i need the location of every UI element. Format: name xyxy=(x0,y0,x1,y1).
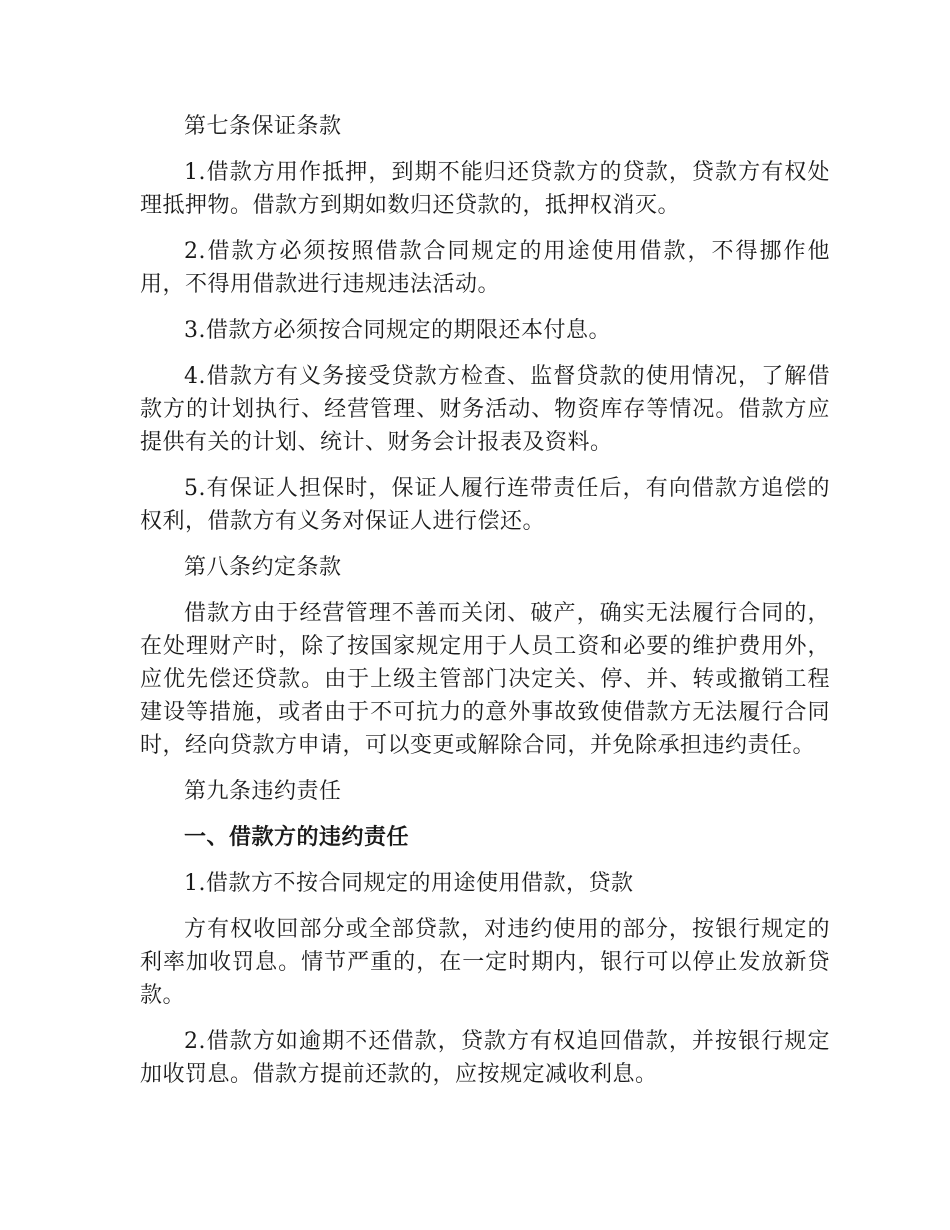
paragraph: 2.借款方如逾期不还借款，贷款方有权追回借款，并按银行规定加收罚息。借款方提前还款的，应按规定减收利息。 xyxy=(140,1029,830,1087)
paragraph: 方有权收回部分或全部贷款，对违约使用的部分，按银行规定的利率加收罚息。情节严重的，在一定时期内，银行可以停止发放新贷款。 xyxy=(140,917,830,1008)
document-page xyxy=(140,110,830,1104)
section-heading-article-8: 第八条约定条款 xyxy=(184,555,342,580)
paragraph: 3.借款方必须按合同规定的期限还本付息。 xyxy=(184,318,611,343)
paragraph: 1.借款方不按合同规定的用途使用借款，贷款 xyxy=(184,871,634,896)
section-heading-article-9: 第九条违约责任 xyxy=(184,779,342,804)
paragraph: 1.借款方用作抵押，到期不能归还贷款方的贷款，贷款方有权处理抵押物。借款方到期如数归还贷款的，抵押权消灭。 xyxy=(140,160,830,218)
section-heading-article-7: 第七条保证条款 xyxy=(184,114,342,139)
paragraph: 5.有保证人担保时，保证人履行连带责任后，有向借款方追偿的权利，借款方有义务对保证人进行偿还。 xyxy=(140,476,830,534)
subsection-heading: 一、借款方的违约责任 xyxy=(184,825,410,850)
paragraph: 2.借款方必须按照借款合同规定的用途使用借款，不得挪作他用，不得用借款进行违规违法活动。 xyxy=(140,239,830,297)
paragraph: 4.借款方有义务接受贷款方检查、监督贷款的使用情况，了解借款方的计划执行、经营管理、财务活动、物资库存等情况。借款方应提供有关的计划、统计、财务会计报表及资料。 xyxy=(140,364,830,455)
paragraph: 借款方由于经营管理不善而关闭、破产，确实无法履行合同的，在处理财产时，除了按国家规定用于人员工资和必要的维护费用外，应优先偿还贷款。由于上级主管部门决定关、停、并、转或撤销工程建设等措施，或者由于不可抗力的意外事故致使借款方无法履行合同时，经向贷款方申请，可以变更或解除合同，并免除承担违约责任。 xyxy=(140,601,830,758)
